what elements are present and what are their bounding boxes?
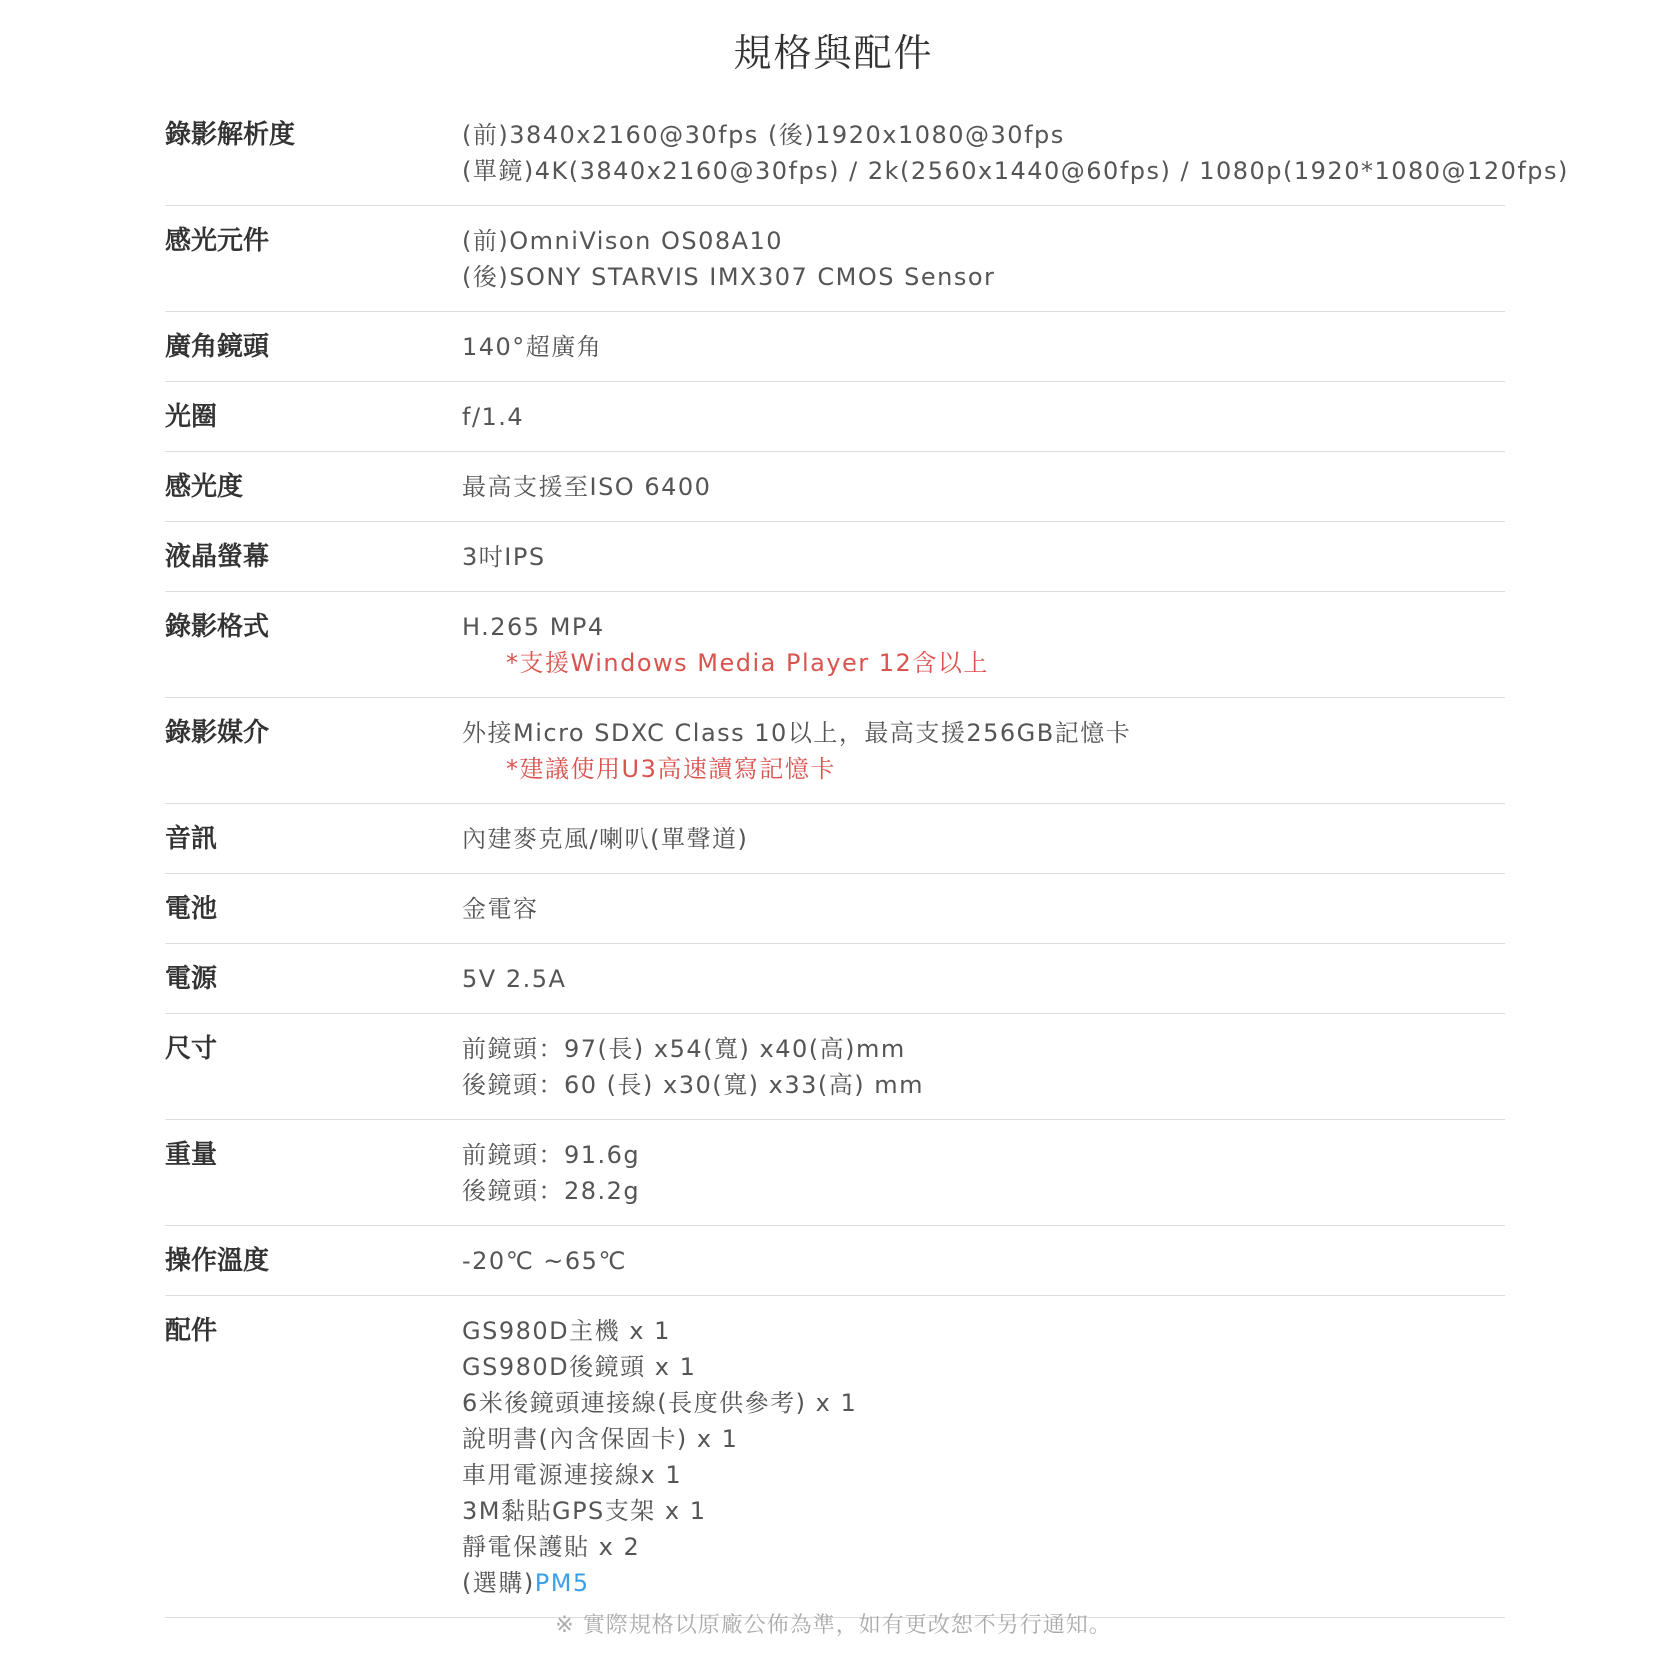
spec-row [165,522,1505,592]
optional-prefix: (選購) [462,1569,535,1597]
spec-value-line: 內建麥克風/喇叭(單聲道) [462,825,749,853]
spec-row [165,1226,1505,1296]
spec-label: 光圈 [165,402,218,432]
spec-row [165,1120,1505,1226]
spec-value-line: 後鏡頭：60 (長) x30(寬) x33(高) mm [462,1071,924,1099]
spec-value [462,117,1569,189]
spec-value-line: (前)OmniVison OS08A10 [462,227,784,255]
spec-value-line: 最高支援至ISO 6400 [462,473,712,501]
spec-row [165,206,1505,312]
spec-value [462,469,1505,505]
spec-value [462,1243,1505,1279]
spec-label: 電源 [165,964,218,994]
spec-value-line: 說明書(內含保固卡) x 1 [462,1425,739,1453]
spec-value [462,223,1505,295]
pm5-link[interactable]: PM5 [534,1569,590,1597]
spec-row [165,452,1505,522]
spec-value [462,961,1505,997]
spec-label: 配件 [165,1316,218,1346]
spec-value [462,821,1505,857]
spec-row [165,100,1569,206]
spec-value-line: -20℃ ~65℃ [462,1247,627,1275]
spec-label: 錄影解析度 [165,120,296,150]
spec-value-line: (前)3840x2160@30fps (後)1920x1080@30fps [462,121,1065,149]
spec-value-line: 5V 2.5A [462,965,567,993]
spec-row [165,1296,1505,1618]
spec-value [462,399,1505,435]
spec-value-line: (單鏡)4K(3840x2160@30fps) / 2k(2560x1440@60fps) / 1080p(1920*1080@120fps) [462,157,1569,185]
spec-note: *建議使用U3高速讀寫記憶卡 [506,755,836,783]
spec-row [165,1014,1505,1120]
spec-value-line: H.265 MP4 [462,613,605,641]
spec-value [462,1137,1505,1209]
spec-value-line: 金電容 [462,895,539,923]
spec-label: 電池 [165,894,218,924]
spec-value-line: (後)SONY STARVIS IMX307 CMOS Sensor [462,263,996,291]
spec-label: 音訊 [165,824,218,854]
spec-note: *支援Windows Media Player 12含以上 [506,649,989,677]
spec-value [462,609,1505,681]
spec-row [165,312,1505,382]
spec-value [462,1031,1505,1103]
spec-value-line: 外接Micro SDXC Class 10以上，最高支援256GB記憶卡 [462,719,1132,747]
page-title: 規格與配件 [733,31,934,75]
spec-label: 尺寸 [165,1034,218,1064]
spec-label: 感光元件 [165,226,270,256]
spec-label: 重量 [165,1140,218,1170]
spec-value [462,329,1505,365]
spec-value-line: 6米後鏡頭連接線(長度供參考) x 1 [462,1389,858,1417]
spec-row [165,804,1505,874]
spec-value-line: 前鏡頭：97(長) x54(寬) x40(高)mm [462,1035,906,1063]
spec-value-line: 3吋IPS [462,543,546,571]
spec-table [165,100,1569,1618]
spec-row [165,592,1505,698]
spec-value [462,891,1505,927]
spec-row [165,944,1505,1014]
spec-label: 廣角鏡頭 [165,332,270,362]
spec-value [462,1313,1505,1601]
spec-row [165,698,1505,804]
spec-value [462,539,1505,575]
spec-label: 錄影格式 [165,612,270,642]
spec-label: 感光度 [165,472,244,502]
spec-value [462,715,1505,787]
spec-row [165,382,1505,452]
spec-value-line: GS980D後鏡頭 x 1 [462,1353,697,1381]
spec-value-line: f/1.4 [462,403,525,431]
spec-value-line: 後鏡頭：28.2g [462,1177,641,1205]
spec-value-line: 140°超廣角 [462,333,603,361]
spec-label: 操作溫度 [165,1246,270,1276]
spec-value-line: GS980D主機 x 1 [462,1317,671,1345]
spec-label: 液晶螢幕 [165,542,270,572]
spec-label: 錄影媒介 [165,718,270,748]
spec-value-line: 3M黏貼GPS支架 x 1 [462,1497,707,1525]
spec-value-line: 靜電保護貼 x 2 [462,1533,641,1561]
disclaimer-text: ※ 實際規格以原廠公佈為準，如有更改恕不另行通知。 [555,1613,1112,1638]
spec-value-line: 前鏡頭：91.6g [462,1141,641,1169]
optional-accessory-line [462,1565,1505,1601]
spec-row [165,874,1505,944]
spec-value-line: 車用電源連接線x 1 [462,1461,683,1489]
